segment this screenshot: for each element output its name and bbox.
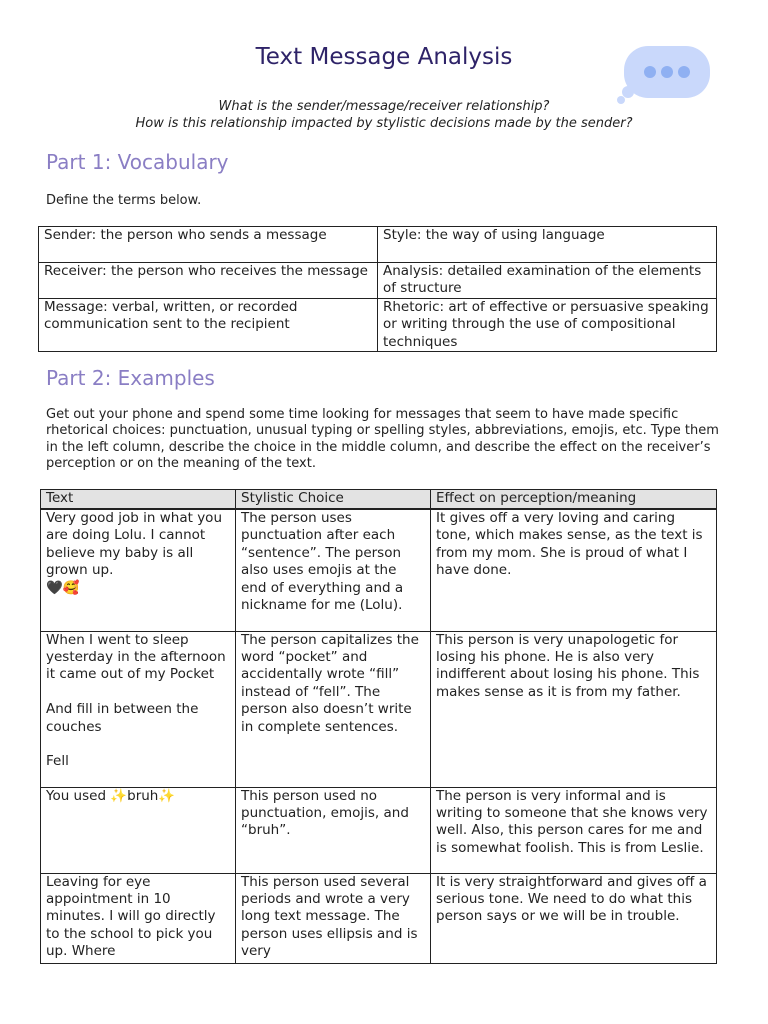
table-cell: The person capitalizes the word “pocket” and accidentally wrote “fill” instead of “fell”. The person also doesn’t write in complete sentences. (236, 631, 431, 787)
table-cell: The person uses punctuation after each “sentence”. The person also uses emojis at the end of everything and a nickname for me (Lolu). (236, 509, 431, 631)
table-cell: When I went to sleep yesterday in the afternoon it came out of my Pocket And fill in between the couches Fell (41, 631, 236, 787)
table-cell: Very good job in what you are doing Lolu. I cannot believe my baby is all grown up. 🖤🥰 (41, 509, 236, 631)
subtitle-line: What is the sender/message/receiver relationship? (218, 99, 550, 114)
table-cell: The person is very informal and is writing to someone that she knows very well. Also, this person cares for me and is somewhat foolish. This is from Leslie. (431, 787, 717, 873)
table-cell: This person is very unapologetic for losing his phone. He is also very indifferent about losing his phone. This makes sense as it is from my father. (431, 631, 717, 787)
chat-bubble-icon (616, 46, 712, 106)
table-row (39, 227, 717, 263)
part1-instruction: Define the terms below. (46, 193, 202, 208)
table-cell: This person used several periods and wrote a very long text message. The person uses ellipsis and is very (236, 873, 431, 963)
table-cell: You used ✨bruh✨ (41, 787, 236, 873)
table-cell: Leaving for eye appointment in 10 minutes. I will go directly to the school to pick you up. Where (41, 873, 236, 963)
table-cell: This person used no punctuation, emojis, and “bruh”. (236, 787, 431, 873)
table-cell: Message: verbal, written, or recorded communication sent to the recipient (39, 299, 378, 352)
table-cell: It gives off a very loving and caring tone, which makes sense, as the text is from my mom. She is proud of what I have done. (431, 509, 717, 631)
table-cell: Sender: the person who sends a message (39, 227, 378, 263)
table-cell: Rhetoric: art of effective or persuasive speaking or writing through the use of compositional techniques (378, 299, 717, 352)
table-cell: Style: the way of using language (378, 227, 717, 263)
table-cell: Analysis: detailed examination of the elements of structure (378, 263, 717, 299)
column-header: Stylistic Choice (236, 490, 431, 510)
table-row (39, 299, 717, 352)
page-title: Text Message Analysis (255, 44, 513, 70)
table-cell: It is very straightforward and gives off a serious tone. We need to do what this person says or we will be in trouble. (431, 873, 717, 963)
subtitle (0, 98, 768, 132)
table-cell: Receiver: the person who receives the message (39, 263, 378, 299)
table-row (41, 509, 717, 631)
table-row (41, 787, 717, 873)
subtitle-line: How is this relationship impacted by stylistic decisions made by the sender? (135, 116, 633, 131)
vocabulary-table (38, 226, 717, 352)
part1-heading: Part 1: Vocabulary (46, 150, 229, 174)
column-header: Effect on perception/meaning (431, 490, 717, 510)
part2-heading: Part 2: Examples (46, 366, 215, 390)
part2-instruction: Get out your phone and spend some time looking for messages that seem to have made specific rhetorical choices: punctuation, unusual typing or spelling styles, abbreviations, emojis, etc. Type them in the left column, describe the choice in the middle column, and describe the effect on the receiver’s perception or on the meaning of the text. (46, 407, 719, 471)
column-header: Text (41, 490, 236, 510)
examples-table (40, 489, 717, 964)
table-row (39, 263, 717, 299)
table-header-row (41, 490, 717, 510)
table-row (41, 873, 717, 963)
table-row (41, 631, 717, 787)
